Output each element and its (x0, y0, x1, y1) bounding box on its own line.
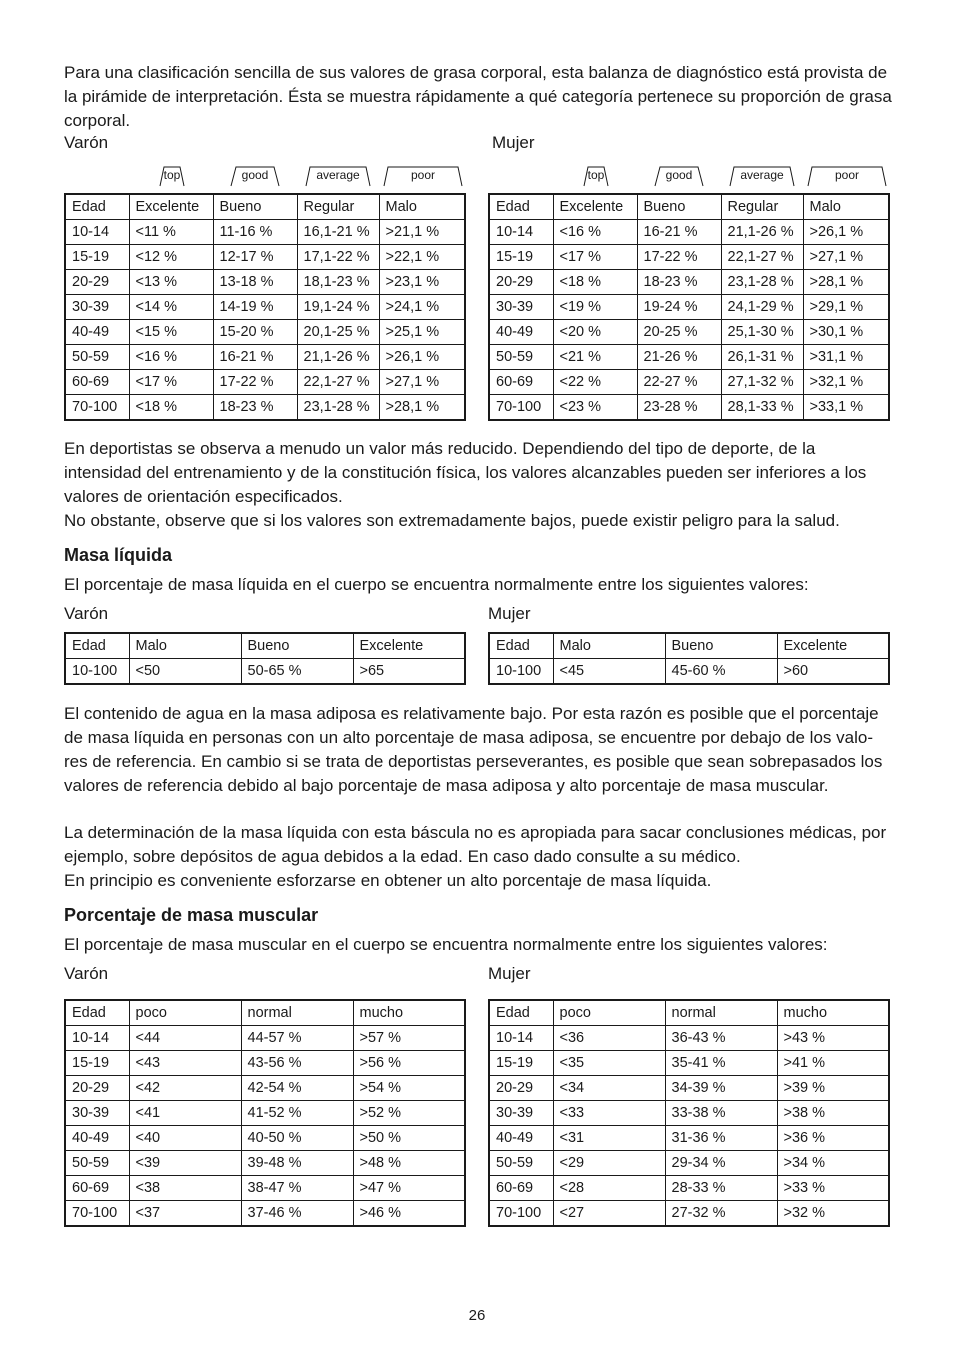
table-cell: >29,1 % (803, 295, 889, 320)
table-row (489, 1176, 889, 1201)
table-cell: <16 % (129, 345, 213, 370)
table-cell: >24,1 % (379, 295, 465, 320)
table-cell: <31 (553, 1126, 665, 1151)
water-intro: El porcentaje de masa líquida en el cuerpo se encuentra normalmente entre los siguientes valores: (64, 575, 809, 594)
pyramid-average-female: average (728, 166, 796, 188)
table-cell: <33 (553, 1101, 665, 1126)
table-cell: <39 (129, 1151, 241, 1176)
table-cell: <35 (553, 1051, 665, 1076)
table-header-cell: Excelente (553, 194, 637, 220)
table-cell: <45 (553, 659, 665, 685)
table-cell: 34-39 % (665, 1076, 777, 1101)
table-cell: <40 (129, 1126, 241, 1151)
table-row (489, 1076, 889, 1101)
table-row (489, 395, 889, 421)
water-table-male (64, 632, 466, 685)
table-cell: >52 % (353, 1101, 465, 1126)
table-cell: >38 % (777, 1101, 889, 1126)
table-cell: <15 % (129, 320, 213, 345)
table-cell: 41-52 % (241, 1101, 353, 1126)
table-cell: 70-100 (65, 395, 129, 421)
table-cell: 14-19 % (213, 295, 297, 320)
table-cell: >50 % (353, 1126, 465, 1151)
water-table-female (488, 632, 890, 685)
table-cell: >28,1 % (379, 395, 465, 421)
table-cell: 22,1-27 % (721, 245, 803, 270)
table-header-cell: Edad (489, 194, 553, 220)
muscle-table-male (64, 999, 466, 1227)
table-cell: <17 % (553, 245, 637, 270)
table-header-cell: poco (553, 1000, 665, 1026)
table-cell: <19 % (553, 295, 637, 320)
pyramid-average-male: average (304, 166, 372, 188)
table-row (489, 659, 889, 685)
table-header-cell: Malo (803, 194, 889, 220)
muscle-intro: El porcentaje de masa muscular en el cuerpo se encuentra normalmente entre los siguientes valores: (64, 935, 828, 954)
table-cell: 15-19 (65, 1051, 129, 1076)
table-cell: 20,1-25 % (297, 320, 379, 345)
table-row (65, 1201, 465, 1227)
table-header-cell: Edad (489, 1000, 553, 1026)
table-cell: <43 (129, 1051, 241, 1076)
table-cell: <34 (553, 1076, 665, 1101)
table-header-cell: Malo (553, 633, 665, 659)
table-cell: <14 % (129, 295, 213, 320)
table-cell: 27-32 % (665, 1201, 777, 1227)
table-cell: 70-100 (65, 1201, 129, 1227)
table-cell: 10-100 (65, 659, 129, 685)
table-row (489, 370, 889, 395)
table-cell: 60-69 (489, 370, 553, 395)
table-row (489, 270, 889, 295)
pyramid-poor-female: poor (806, 166, 888, 188)
table-cell: >46 % (353, 1201, 465, 1227)
intro-paragraph: Para una clasificación sencilla de sus valores de grasa corporal, esta balanza de diagnóstico está provista de la pirámide de interpretación. Ésta se muestra rápidamente a qué categoría pertenece su proporción de grasa corporal. (64, 63, 892, 130)
table-cell: >39 % (777, 1076, 889, 1101)
table-cell: 44-57 % (241, 1026, 353, 1051)
table-row (65, 1076, 465, 1101)
table-cell: 19-24 % (637, 295, 721, 320)
table-row (65, 1151, 465, 1176)
table-cell: 37-46 % (241, 1201, 353, 1227)
table-cell: >31,1 % (803, 345, 889, 370)
table-cell: <41 (129, 1101, 241, 1126)
table-cell: <21 % (553, 345, 637, 370)
table-cell: >33,1 % (803, 395, 889, 421)
muscle-female-label: Mujer (488, 964, 531, 983)
water-female-label: Mujer (488, 604, 531, 623)
table-row (65, 1026, 465, 1051)
table-cell: 28,1-33 % (721, 395, 803, 421)
muscle-male-label: Varón (64, 964, 109, 983)
table-row (65, 295, 465, 320)
table-header-cell: normal (665, 1000, 777, 1026)
table-cell: 43-56 % (241, 1051, 353, 1076)
table-cell: 40-49 (65, 1126, 129, 1151)
table-cell: <17 % (129, 370, 213, 395)
table-header-cell: Malo (129, 633, 241, 659)
table-header-row (65, 633, 465, 659)
table-row (489, 1151, 889, 1176)
table-header-cell: Excelente (353, 633, 465, 659)
table-cell: 20-29 (489, 270, 553, 295)
table-row (65, 659, 465, 685)
table-cell: 35-41 % (665, 1051, 777, 1076)
pyramid-top-male: top (154, 166, 190, 188)
table-cell: <38 (129, 1176, 241, 1201)
table-cell: 16,1-21 % (297, 220, 379, 245)
table-cell: 30-39 (489, 295, 553, 320)
table-header-cell: mucho (777, 1000, 889, 1026)
water-paragraph-2: La determinación de la masa líquida con esta báscula no es apropiada para sacar conclusiones médicas, por ejemplo, sobre depósitos de agua debidos a la edad. En caso dado consulte a su médico. (64, 823, 887, 866)
table-cell: >23,1 % (379, 270, 465, 295)
muscle-heading: Porcentaje de masa muscular (64, 905, 319, 925)
table-cell: <28 (553, 1176, 665, 1201)
table-cell: 70-100 (489, 1201, 553, 1227)
table-header-row (489, 633, 889, 659)
table-row (489, 345, 889, 370)
table-header-cell: poco (129, 1000, 241, 1026)
water-paragraph-3: En principio es conveniente esforzarse en obtener un alto porcentaje de masa líquida. (64, 871, 712, 890)
table-cell: <16 % (553, 220, 637, 245)
table-cell: >21,1 % (379, 220, 465, 245)
fat-female-label: Mujer (492, 133, 535, 152)
table-cell: <23 % (553, 395, 637, 421)
table-row (65, 270, 465, 295)
table-row (489, 1201, 889, 1227)
table-header-cell: Bueno (241, 633, 353, 659)
table-header-cell: Bueno (637, 194, 721, 220)
table-cell: 20-29 (65, 1076, 129, 1101)
table-cell: 21-26 % (637, 345, 721, 370)
table-cell: 29-34 % (665, 1151, 777, 1176)
table-cell: <11 % (129, 220, 213, 245)
table-row (489, 295, 889, 320)
table-cell: 40-50 % (241, 1126, 353, 1151)
table-cell: >54 % (353, 1076, 465, 1101)
table-cell: 11-16 % (213, 220, 297, 245)
table-header-cell: Edad (65, 633, 129, 659)
table-row (65, 1051, 465, 1076)
table-cell: >56 % (353, 1051, 465, 1076)
table-cell: 50-59 (489, 1151, 553, 1176)
table-cell: 10-14 (65, 1026, 129, 1051)
table-cell: 60-69 (489, 1176, 553, 1201)
table-cell: 50-59 (65, 345, 129, 370)
table-cell: 16-21 % (213, 345, 297, 370)
table-cell: >32,1 % (803, 370, 889, 395)
table-cell: 23-28 % (637, 395, 721, 421)
table-cell: <18 % (553, 270, 637, 295)
table-row (489, 245, 889, 270)
table-header-cell: Bueno (665, 633, 777, 659)
table-cell: 23,1-28 % (297, 395, 379, 421)
table-cell: 38-47 % (241, 1176, 353, 1201)
table-cell: >26,1 % (379, 345, 465, 370)
table-cell: >22,1 % (379, 245, 465, 270)
table-cell: 15-20 % (213, 320, 297, 345)
table-cell: 70-100 (489, 395, 553, 421)
table-row (65, 320, 465, 345)
table-cell: 10-14 (65, 220, 129, 245)
table-cell: 31-36 % (665, 1126, 777, 1151)
fat-table-female (488, 193, 890, 421)
table-cell: 40-49 (65, 320, 129, 345)
table-header-cell: Edad (65, 194, 129, 220)
table-cell: <18 % (129, 395, 213, 421)
table-row (489, 1126, 889, 1151)
table-cell: 27,1-32 % (721, 370, 803, 395)
table-header-cell: normal (241, 1000, 353, 1026)
table-header-cell: Edad (489, 633, 553, 659)
table-cell: 17-22 % (213, 370, 297, 395)
table-cell: >47 % (353, 1176, 465, 1201)
table-cell: 40-49 (489, 1126, 553, 1151)
fat-male-label: Varón (64, 133, 109, 152)
table-cell: >32 % (777, 1201, 889, 1227)
table-cell: 18-23 % (213, 395, 297, 421)
table-cell: 45-60 % (665, 659, 777, 685)
table-row (65, 1126, 465, 1151)
table-cell: <13 % (129, 270, 213, 295)
table-cell: 18,1-23 % (297, 270, 379, 295)
table-cell: 21,1-26 % (297, 345, 379, 370)
table-cell: >27,1 % (803, 245, 889, 270)
table-header-cell: Bueno (213, 194, 297, 220)
fat-table-male (64, 193, 466, 421)
table-cell: <36 (553, 1026, 665, 1051)
table-cell: 40-49 (489, 320, 553, 345)
athletes-paragraph: En deportistas se observa a menudo un valor más reducido. Dependiendo del tipo de deporte, de la intensidad del entrenamiento y de la constitución física, los valores alcanzables pueden ser inferiores a los valores de orientación especificados. (64, 439, 867, 506)
table-cell: 50-59 (65, 1151, 129, 1176)
table-cell: 15-19 (65, 245, 129, 270)
table-row (65, 245, 465, 270)
table-row (65, 1101, 465, 1126)
table-row (489, 1051, 889, 1076)
table-cell: 30-39 (65, 295, 129, 320)
table-cell: <22 % (553, 370, 637, 395)
pyramid-good-female: good (653, 166, 705, 188)
table-cell: <20 % (553, 320, 637, 345)
table-cell: 20-25 % (637, 320, 721, 345)
table-cell: 26,1-31 % (721, 345, 803, 370)
table-cell: 36-43 % (665, 1026, 777, 1051)
table-cell: >28,1 % (803, 270, 889, 295)
table-row (65, 370, 465, 395)
table-header-row (65, 1000, 465, 1026)
muscle-table-female (488, 999, 890, 1227)
table-cell: 17,1-22 % (297, 245, 379, 270)
table-cell: <29 (553, 1151, 665, 1176)
table-cell: >34 % (777, 1151, 889, 1176)
table-header-cell: Excelente (777, 633, 889, 659)
table-cell: 10-100 (489, 659, 553, 685)
table-cell: 10-14 (489, 1026, 553, 1051)
table-cell: 33-38 % (665, 1101, 777, 1126)
water-male-label: Varón (64, 604, 109, 623)
table-cell: >57 % (353, 1026, 465, 1051)
water-heading: Masa líquida (64, 545, 173, 565)
table-cell: 18-23 % (637, 270, 721, 295)
table-row (65, 1176, 465, 1201)
table-cell: 12-17 % (213, 245, 297, 270)
table-cell: <12 % (129, 245, 213, 270)
table-cell: >30,1 % (803, 320, 889, 345)
table-row (489, 1026, 889, 1051)
health-warning-paragraph: No obstante, observe que si los valores son extremadamente bajos, puede existir peligro para la salud. (64, 511, 840, 530)
table-cell: 21,1-26 % (721, 220, 803, 245)
table-cell: 20-29 (65, 270, 129, 295)
table-cell: 30-39 (65, 1101, 129, 1126)
table-cell: 30-39 (489, 1101, 553, 1126)
table-cell: <44 (129, 1026, 241, 1051)
table-cell: 50-59 (489, 345, 553, 370)
table-header-row (489, 194, 889, 220)
table-cell: 15-19 (489, 1051, 553, 1076)
table-cell: 28-33 % (665, 1176, 777, 1201)
table-cell: <37 (129, 1201, 241, 1227)
table-cell: >48 % (353, 1151, 465, 1176)
table-header-cell: Edad (65, 1000, 129, 1026)
table-cell: 20-29 (489, 1076, 553, 1101)
table-cell: >27,1 % (379, 370, 465, 395)
table-row (489, 220, 889, 245)
table-cell: >26,1 % (803, 220, 889, 245)
table-header-cell: mucho (353, 1000, 465, 1026)
table-cell: >43 % (777, 1026, 889, 1051)
table-cell: <42 (129, 1076, 241, 1101)
table-cell: 16-21 % (637, 220, 721, 245)
page-number: 26 (468, 1307, 486, 1324)
table-row (65, 220, 465, 245)
table-cell: 15-19 (489, 245, 553, 270)
table-cell: >65 (353, 659, 465, 685)
table-cell: >60 (777, 659, 889, 685)
table-cell: 50-65 % (241, 659, 353, 685)
pyramid-poor-male: poor (382, 166, 464, 188)
table-header-cell: Regular (297, 194, 379, 220)
table-cell: 39-48 % (241, 1151, 353, 1176)
table-cell: 25,1-30 % (721, 320, 803, 345)
table-cell: >25,1 % (379, 320, 465, 345)
table-cell: >36 % (777, 1126, 889, 1151)
table-cell: 60-69 (65, 1176, 129, 1201)
table-header-cell: Excelente (129, 194, 213, 220)
table-cell: 60-69 (65, 370, 129, 395)
table-cell: 10-14 (489, 220, 553, 245)
table-header-row (65, 194, 465, 220)
table-cell: 22-27 % (637, 370, 721, 395)
table-row (489, 1101, 889, 1126)
pyramid-top-female: top (578, 166, 614, 188)
table-row (65, 345, 465, 370)
table-row (489, 320, 889, 345)
pyramid-good-male: good (229, 166, 281, 188)
table-header-cell: Malo (379, 194, 465, 220)
table-header-row (489, 1000, 889, 1026)
table-cell: 42-54 % (241, 1076, 353, 1101)
table-cell: 17-22 % (637, 245, 721, 270)
table-cell: 24,1-29 % (721, 295, 803, 320)
table-row (65, 395, 465, 421)
table-cell: <27 (553, 1201, 665, 1227)
table-cell: 13-18 % (213, 270, 297, 295)
table-cell: >33 % (777, 1176, 889, 1201)
table-header-cell: Regular (721, 194, 803, 220)
table-cell: 19,1-24 % (297, 295, 379, 320)
table-cell: 22,1-27 % (297, 370, 379, 395)
table-cell: 23,1-28 % (721, 270, 803, 295)
water-paragraph-1: El contenido de agua en la masa adiposa es relativamente bajo. Por esta razón es posible que el porcentaje de masa líquida en personas con un alto porcentaje de masa adiposa, se encuentre por debajo de los valo-res de referencia. En cambio si se trata de deportistas perseverantes, es posible que sean sobrepasados los valores de referencia debido al bajo porcentaje de masa adiposa y alto porcentaje de masa muscular. (64, 704, 883, 795)
table-cell: <50 (129, 659, 241, 685)
table-cell: >41 % (777, 1051, 889, 1076)
